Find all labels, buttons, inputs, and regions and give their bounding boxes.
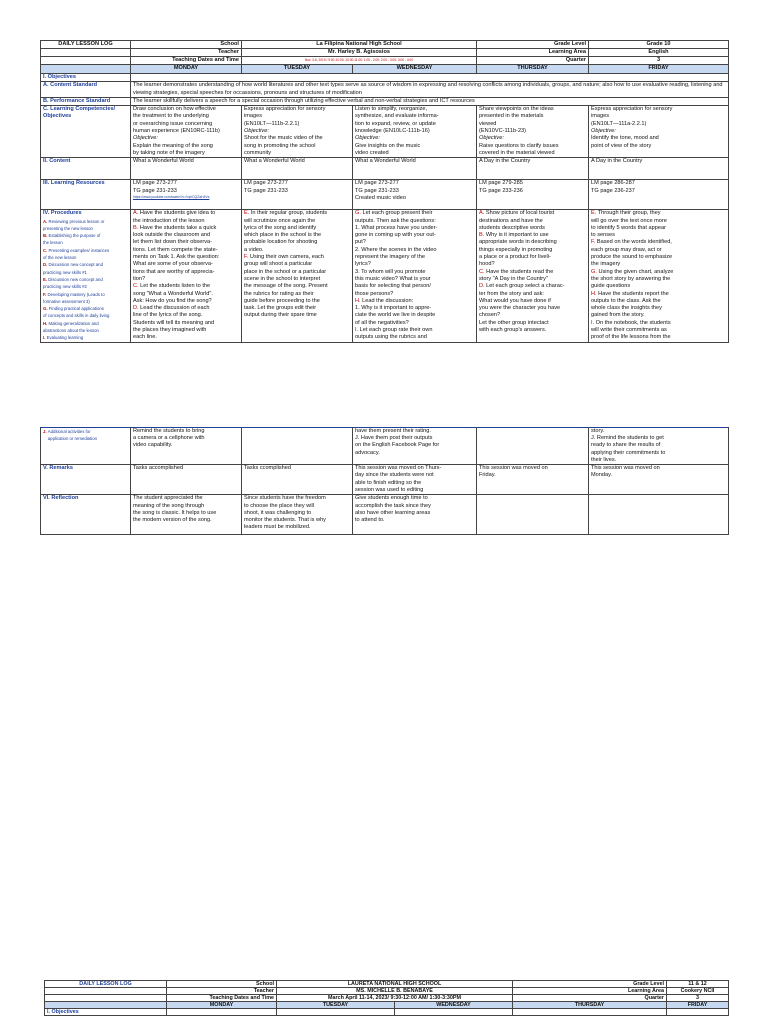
resources-monday <box>131 180 242 210</box>
content-tuesday: What a Wonderful World <box>242 158 353 180</box>
text-line: covered in the material viewed <box>479 149 555 156</box>
text-line: Give students enough time to <box>355 495 428 502</box>
step-letter: E. <box>43 276 49 282</box>
procedure-line: chosen? <box>479 312 501 319</box>
procedure-line: gone in coming up with your out- <box>355 232 436 239</box>
procedure-line: put? <box>355 239 366 246</box>
text-line: Shoot for the music video of the <box>244 135 323 142</box>
additional-monday <box>131 427 242 464</box>
text-line: the song is classic. It helps to use <box>133 509 217 516</box>
procedure-line: scene in the school to interpret <box>244 275 321 282</box>
procedure-line: look outside the classroom and <box>133 232 211 239</box>
procedure-step-label: abstractions about the lesson <box>43 328 99 334</box>
day-header-blank <box>41 65 131 74</box>
procedure-line: What are some of your observa- <box>133 261 213 268</box>
procedure-line: H. Have the students report the <box>591 290 669 297</box>
text-line: TG page 236-237 <box>591 187 635 194</box>
procedure-line: each group may draw, act or <box>591 246 662 253</box>
text-line: LM page 273-277 <box>133 180 177 187</box>
step-marker: G. <box>591 268 597 275</box>
step-letter: D. <box>43 262 49 268</box>
procedure-step-label: D. Discussion new concept and <box>43 262 103 268</box>
procedure-line: hood? <box>479 261 495 268</box>
procedures-wednesday <box>353 210 477 342</box>
procedure-line: D. Let each group select a charac- <box>479 283 565 290</box>
text-line: Tasks ccomplished <box>244 465 291 472</box>
second-area-value: Cookery NCII <box>667 988 729 995</box>
text-line: TG page 231-233 <box>355 187 399 194</box>
text-line: J. Have them post their outputs <box>355 434 433 441</box>
step-marker: A. <box>133 210 139 217</box>
procedure-line: let them list down their observa- <box>133 239 212 246</box>
text-line: community <box>244 149 272 156</box>
second-dates-label: Teaching Dates and Time <box>167 995 277 1002</box>
step-letter: H. <box>43 320 49 326</box>
procedure-line: with each group's answers. <box>479 327 547 334</box>
remarks-wednesday <box>353 465 477 495</box>
second-lesson-log-table <box>44 980 729 1016</box>
text-line: This session was moved on Thurs- <box>355 465 442 472</box>
content-monday: What a Wonderful World <box>131 158 242 180</box>
text-line: Explain the meaning of the song <box>133 142 213 149</box>
text-line: able to finish editing so the <box>355 479 422 486</box>
procedure-line: place in the school or a particular <box>244 268 327 275</box>
reflection-monday <box>131 495 242 535</box>
text-line: their lives. <box>591 456 617 463</box>
procedure-line: guide questions <box>591 283 631 290</box>
step-letter: F. <box>43 291 48 297</box>
procedures-tuesday <box>242 210 353 342</box>
procedure-line: 3. To whom will you promote <box>355 268 426 275</box>
text-line: to choose the place they will <box>244 502 314 509</box>
procedure-line: B. Have the students take a quick <box>133 224 217 231</box>
procedure-line: ciate the world we live in despite <box>355 312 436 319</box>
second-quarter-value: 3 <box>667 995 729 1002</box>
procedure-step-label: A. Reviewing previous lesson or <box>43 218 105 224</box>
procedure-line: line of the lyrics of the song. <box>133 312 203 319</box>
text-line: tion to expand, review, or update <box>355 120 436 127</box>
procedure-line: basis for selecting that person/ <box>355 283 431 290</box>
additional-wednesday <box>353 427 477 464</box>
step-letter: C. <box>43 247 49 253</box>
text-line: Draw conclusion on how effective <box>133 106 216 113</box>
procedure-step-label: presenting the new lesson <box>43 225 93 231</box>
procedure-line: destinations and have the <box>479 217 543 224</box>
text-line: the modern version of the song. <box>133 517 212 524</box>
procedure-line: proof of the life lessons from the <box>591 334 671 341</box>
procedure-line: appropriate words in describing <box>479 239 557 246</box>
text-line: day since the students were not <box>355 472 434 479</box>
text-line: The student appreciated the <box>133 495 203 502</box>
step-letter: B. <box>43 233 49 239</box>
procedure-step-label: E. Discussion new concept and <box>43 276 103 282</box>
text-line: Express appreciation for sensory <box>591 106 673 113</box>
procedure-line: probable location for shooting <box>244 239 318 246</box>
procedure-line: 1. What process have you under- <box>355 224 438 231</box>
procedure-line: will scrutinize once again the <box>244 217 316 224</box>
text-line: LM page 286-287 <box>591 180 635 187</box>
text-line: synthesize, and evaluate informa- <box>355 113 439 120</box>
content-friday: A Day in the Country <box>589 158 729 180</box>
text-line: Listen to simplify, reorganize, <box>355 106 428 113</box>
procedure-line: to senses <box>591 232 615 239</box>
procedure-line: will go over the text once more <box>591 217 667 224</box>
text-line: TG page 231-233 <box>244 187 288 194</box>
step-marker: I. <box>591 319 595 326</box>
procedure-step-label: practicing new skills #1 <box>43 269 87 275</box>
content-label: II. Content <box>41 158 131 180</box>
step-marker: G. <box>355 210 361 217</box>
second-area-label: Learning Area <box>513 988 667 995</box>
text-line: human experience (EN10RC-111b) <box>133 128 220 135</box>
text-line: advocacy. <box>355 449 380 456</box>
second-teacher-value: MS. MICHELLE B. BENABAYE <box>277 988 513 995</box>
procedure-line: I. Let each group rate their own <box>355 327 433 334</box>
procedure-line: G. Using the given chart, analyze <box>591 268 674 275</box>
procedure-line: C. Have the students read the <box>479 268 554 275</box>
step-marker: H. <box>355 297 361 304</box>
procedures-friday <box>589 210 729 342</box>
second-day-friday: FRIDAY <box>667 1002 729 1009</box>
procedure-step-label: the lesson <box>43 240 63 246</box>
page-break-gap <box>41 342 729 427</box>
procedure-line: C. Let the students listen to the <box>133 283 211 290</box>
step-marker: I. <box>355 327 359 334</box>
step-marker: H. <box>591 290 597 297</box>
text-line: video created <box>355 149 389 156</box>
additional-label: J. Additional activities for application or remediation <box>41 427 131 464</box>
grade-label: Grade Level <box>477 41 589 49</box>
content-thursday: A Day in the Country <box>477 158 589 180</box>
procedure-line: the rubrics for rating as their <box>244 290 314 297</box>
procedure-line: a place or a product for liveli- <box>479 254 551 261</box>
remarks-thursday <box>477 465 589 495</box>
text-line: Share viewpoints on the ideas <box>479 106 554 113</box>
text-line: have them present their rating. <box>355 427 431 434</box>
procedure-line: things especially in promoting <box>479 246 553 253</box>
procedure-line: of all the negativities? <box>355 319 409 326</box>
procedure-line: tion? <box>133 275 146 282</box>
remarks-friday <box>589 465 729 495</box>
grade-value: Grade 10 <box>589 41 729 49</box>
procedure-line: E. In their regular group, students <box>244 210 328 217</box>
procedure-line: Ask: How do you find the song? <box>133 297 212 304</box>
text-line: images <box>244 113 263 120</box>
procedure-line: those persons? <box>355 290 394 297</box>
procedure-line: the imagery <box>591 261 621 268</box>
text-line: Since students have the freedom <box>244 495 326 502</box>
log-title: DAILY LESSON LOG <box>41 41 131 49</box>
teacher-value: Mr. Harley B. Agisosios <box>242 49 477 57</box>
resources-wednesday <box>353 180 477 210</box>
procedure-line: tions. Let them compete the state- <box>133 246 218 253</box>
procedure-line: song "What a Wonderful World". <box>133 290 213 297</box>
procedure-line: ter from the story and ask: <box>479 290 544 297</box>
second-objectives-label: I. Objectives <box>45 1009 167 1016</box>
text-line: (EN10LT—111a-2.2.1) <box>591 120 647 127</box>
procedure-step-label: C. Presenting examples/ instances <box>43 247 110 253</box>
text-line: TG page 231-233 <box>133 187 177 194</box>
dates-label: Teaching Dates and Time <box>131 57 242 65</box>
procedure-line: the short story by answering the <box>591 275 671 282</box>
procedures-thursday <box>477 210 589 342</box>
procedure-line: guide before proceeding to the <box>244 297 320 304</box>
step-letter: I. <box>43 335 47 341</box>
text-line: This session was moved on <box>479 465 548 472</box>
text-line: song in promoting the school <box>244 142 316 149</box>
text-line: application or remediation <box>47 435 98 441</box>
text-line: (EN10LT—111b-2.2.1) <box>244 120 300 127</box>
procedure-line: gained from the story. <box>591 312 645 319</box>
procedure-step-label: of concepts and skills in daily living <box>43 313 110 319</box>
text-line: story. <box>591 427 605 434</box>
competency-wednesday: Listen to simplify, reorganize, synthesize, and evaluate informa- tion to expand, review, or update knowledge (EN10LC-111b-16) Objective: Give insights on the music video created <box>353 106 477 158</box>
area-label: Learning Area <box>477 49 589 57</box>
step-marker: A. <box>479 210 485 217</box>
second-day-wednesday: WEDNESDAY <box>395 1002 513 1009</box>
objectives-label: I. Objectives <box>41 74 131 82</box>
procedure-line: 2. Where the scenes in the video <box>355 246 437 253</box>
competency-friday: Express appreciation for sensory images (EN10LT—111a-2.2.1) Objective: Identify the tone, mood and point of view of the story <box>589 106 729 158</box>
text-line: point of view of the story <box>591 142 652 149</box>
text-line: LM page 273-277 <box>244 180 288 187</box>
procedure-step-label: F. Developing mastery (Leads to <box>43 291 105 297</box>
text-line: leaders must be mobilized. <box>244 524 311 531</box>
reflection-wednesday <box>353 495 477 535</box>
step-marker: C. <box>479 268 485 275</box>
procedure-line: Students will tell its meaning and <box>133 319 215 326</box>
text-line: Remind the students to bring <box>133 427 205 434</box>
procedure-line: outputs. Then ask the questions: <box>355 217 436 224</box>
additional-tuesday <box>242 427 353 464</box>
second-day-monday: MONDAY <box>167 1002 277 1009</box>
quarter-label: Quarter <box>477 57 589 65</box>
procedure-line: outputs to the class. Ask the <box>591 297 661 304</box>
text-line: presented in the materials <box>479 113 544 120</box>
procedure-line: A. Have the students give idea to <box>133 210 216 217</box>
procedures-monday <box>131 210 242 342</box>
teacher-label: Teacher <box>131 49 242 57</box>
step-marker: B. <box>133 224 139 231</box>
procedure-line: produce the sound to emphasize <box>591 254 673 261</box>
lesson-log-table <box>40 40 729 535</box>
performance-standard-label: B. Performance Standard <box>41 97 131 105</box>
procedure-line: I. On the notebook, the students <box>591 319 671 326</box>
second-day-thursday: THURSDAY <box>513 1002 667 1009</box>
text-line: Created music video <box>355 194 406 201</box>
text-line: on the English Facebook Page for <box>355 442 440 449</box>
text-line: LM page 273-277 <box>355 180 399 187</box>
text-line: by taking note of the imagery <box>133 149 205 156</box>
procedure-step-label: practicing new skills #2 <box>43 284 87 290</box>
text-line: video capability. <box>133 442 173 449</box>
youtube-link[interactable]: https://www.youtube.com/watch?v=VqhCQZaH4Vs <box>133 194 210 199</box>
second-school-value: LAURETA NATIONAL HIGH SCHOOL <box>277 981 513 988</box>
reflection-friday <box>589 495 729 535</box>
text-line: (EN10VC-111b-23) <box>479 128 527 135</box>
second-grade-label: Grade Level <box>513 981 667 988</box>
procedure-line: D. Lead the discussion of each <box>133 305 210 312</box>
text-line: Express appreciation for sensory <box>244 106 326 113</box>
text-line: applying their commitments to <box>591 449 666 456</box>
procedure-line: H. Lead the discussion: <box>355 297 414 304</box>
competency-tuesday: Express appreciation for sensory images (EN10LT—111b-2.2.1) Objective: Shoot for the music video of the song in promoting the school community <box>242 106 353 158</box>
procedure-step-label: I. Evaluating learning <box>43 335 84 341</box>
step-marker: E. <box>244 210 250 217</box>
content-wednesday: What a Wonderful World <box>353 158 477 180</box>
second-dates-value: March April 11-14, 2023/ 9:30-12:00 AM/ 1:30-3:30PM <box>277 995 513 1002</box>
second-grade-value: 11 & 12 <box>667 981 729 988</box>
school-label: School <box>131 41 242 49</box>
text-line: or overarching issue concerning <box>133 120 213 127</box>
text-line: monitor the students. That is why <box>244 517 326 524</box>
procedure-line: A. Show picture of local tourist <box>479 210 555 217</box>
step-marker: C. <box>133 283 139 290</box>
text-line: Friday. <box>479 472 496 479</box>
text-line: shoot, it was challenging to <box>244 509 312 516</box>
text-line: viewed <box>479 120 497 127</box>
content-standard-label: A. Content Standard <box>41 82 131 98</box>
text-line: a camera or a cellphone with <box>133 434 205 441</box>
procedure-line: group will shoot a particular <box>244 261 313 268</box>
text-line: This session was moved on <box>591 465 660 472</box>
remarks-label: V. Remarks <box>41 465 131 495</box>
procedure-line: G. Let each group present their <box>355 210 433 217</box>
procedure-line: E. Through their group, they <box>591 210 661 217</box>
resources-friday <box>589 180 729 210</box>
procedure-line: outputs using the rubrics and <box>355 334 427 341</box>
procedures-label: IV. Procedures <box>43 210 82 217</box>
text-line: ready to share the results of <box>591 442 661 449</box>
step-marker: F. <box>244 254 249 261</box>
procedure-line: to identify 5 words that appear <box>591 224 666 231</box>
step-marker: F. <box>591 239 596 246</box>
procedure-line: What would you have done if <box>479 297 551 304</box>
resources-tuesday <box>242 180 353 210</box>
procedure-line: a video. <box>244 246 264 253</box>
text-line: TG page 233-236 <box>479 187 523 194</box>
procedure-line: lyrics? <box>355 261 371 268</box>
reflection-tuesday <box>242 495 353 535</box>
procedure-line: will write their commitments as <box>591 327 667 334</box>
second-log-title: DAILY LESSON LOG <box>45 981 167 988</box>
procedure-line: Let the other group intectact <box>479 319 549 326</box>
procedure-line: whole class the insights they <box>591 305 662 312</box>
second-quarter-label: Quarter <box>513 995 667 1002</box>
procedure-line: represent the imagery of the <box>355 254 425 261</box>
procedure-line: each line. <box>133 334 157 341</box>
competency-thursday: Share viewpoints on the ideas presented in the materials viewed (EN10VC-111b-23) Objective: Raise questions to clarify issues covered in the material viewed <box>477 106 589 158</box>
second-day-tuesday: TUESDAY <box>277 1002 395 1009</box>
second-teacher-label: Teacher <box>167 988 277 995</box>
procedure-line: tions that are worthy of apprecia- <box>133 268 215 275</box>
additional-thursday <box>477 427 589 464</box>
step-marker: D. <box>133 305 139 312</box>
procedure-line: task. Let the groups edit their <box>244 305 317 312</box>
procedure-line: students descriptive words <box>479 224 545 231</box>
procedure-line: lyrics of the song and identify <box>244 224 317 231</box>
text-line: Tasks accomplished <box>133 465 184 472</box>
procedure-line: this music video? What is your <box>355 275 431 282</box>
procedure-line: F. Based on the words identified, <box>591 239 672 246</box>
dates-value: Nov. 3-6, 2019 / 9:00-10:00; 10:00-11:00; 1:00 - 2:00; 2:00 - 3:00; 3:00 - 4:00 <box>242 57 477 65</box>
procedure-steps-list <box>43 218 128 342</box>
procedure-step-label: formative assessment 3) <box>43 298 90 304</box>
text-line: Identify the tone, mood and <box>591 135 659 142</box>
area-value: English <box>589 49 729 57</box>
day-wednesday: WEDNESDAY <box>353 65 477 74</box>
performance-standard-text: The learner skillfully delivers a speech for a special occasion through utilizing effective verbal and non-verbal strategies and ICT resources <box>131 97 729 105</box>
text-line: Raise questions to clarify issues <box>479 142 559 149</box>
procedure-line: story "A Day in the Country" <box>479 275 548 282</box>
text-line: accomplish the task since they <box>355 502 431 509</box>
step-marker: E. <box>591 210 597 217</box>
day-tuesday: TUESDAY <box>242 65 353 74</box>
second-school-label: School <box>167 981 277 988</box>
procedure-step-label: G. Finding practical applications <box>43 306 104 312</box>
procedure-line: which place in the school is the <box>244 232 322 239</box>
reflection-label: VI. Reflection <box>41 495 131 535</box>
text-line: the treatment to the underlying <box>133 113 209 120</box>
competencies-label: C. Learning Competencies/ Objectives <box>41 106 131 158</box>
procedures-label-cell <box>41 210 131 342</box>
competency-monday: Draw conclusion on how effective the treatment to the underlying or overarching issue concerning human experience (EN10RC-111b) Objective: Explain the meaning of the song by taking note of the imagery <box>131 106 242 158</box>
procedure-line: 1. Why is it important to appre- <box>355 305 432 312</box>
text-line: also have other learning areas <box>355 509 431 516</box>
text-line: Monday. <box>591 472 613 479</box>
text-line: session was used to editing <box>355 486 424 493</box>
text-line: to attend to. <box>355 517 385 524</box>
reflection-thursday <box>477 495 589 535</box>
procedure-line: the places they imagined with <box>133 327 207 334</box>
procedure-line: B. Why is it important to use <box>479 232 549 239</box>
procedure-step-label: H. Making generalization and <box>43 320 99 326</box>
text-line: knowledge (EN10LC-111b-16) <box>355 128 430 135</box>
additional-friday <box>589 427 729 464</box>
text-line: Additional activities for <box>47 428 91 434</box>
step-letter: A. <box>43 218 49 224</box>
day-monday: MONDAY <box>131 65 242 74</box>
step-letter: G. <box>43 306 49 312</box>
procedure-line: the message of the song. Present <box>244 283 328 290</box>
quarter-value: 3 <box>589 57 729 65</box>
resources-thursday <box>477 180 589 210</box>
procedure-line: ments on Task 1. Ask the question: <box>133 254 220 261</box>
text-line: images <box>591 113 610 120</box>
procedure-line: F. Using their own camera, each <box>244 254 324 261</box>
procedure-step-label: B. Establishing the purpose of <box>43 233 101 239</box>
procedure-line: output during their spare time <box>244 312 317 319</box>
school-value: La Filipina National High School <box>242 41 477 49</box>
remarks-tuesday <box>242 465 353 495</box>
content-standard-text: The learner demonstrates understanding of how world literatures and other text types serve as source of wisdom in expressing and resolving conflicts among individuals, groups, and nature; also how to use evaluative reading, listening and viewing strategies, special speeches for occassions, pronouns and structures of modification <box>131 82 729 98</box>
resources-label: III. Learning Resources <box>41 180 131 210</box>
procedure-line: you were the character you have <box>479 305 561 312</box>
text-line: J. Remind the students to get <box>591 434 664 441</box>
step-marker: D. <box>479 283 485 290</box>
procedure-line: the introduction of the lesson <box>133 217 205 224</box>
text-line: Give insights on the music <box>355 142 421 149</box>
text-line: meaning of the song through <box>133 502 205 509</box>
step-marker: B. <box>479 232 485 239</box>
procedure-step-label: of the new lesson <box>43 255 77 261</box>
text-line: LM page 279-285 <box>479 180 523 187</box>
day-friday: FRIDAY <box>589 65 729 74</box>
remarks-monday <box>131 465 242 495</box>
day-thursday: THURSDAY <box>477 65 589 74</box>
